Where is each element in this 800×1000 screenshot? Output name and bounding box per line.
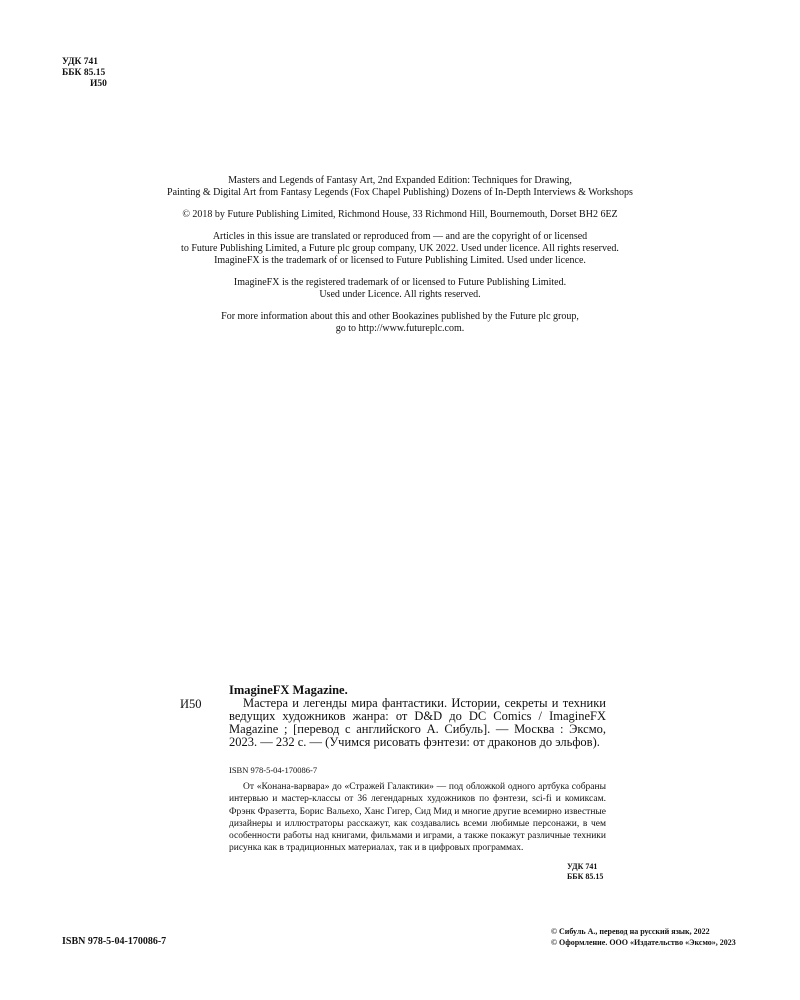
- card-classification: [567, 862, 603, 881]
- card-bbk-code: ББК 85.15: [567, 871, 604, 881]
- card-title: ImagineFX Magazine.: [229, 683, 348, 697]
- original-copyright: © 2018 by Future Publishing Limited, Richmond House, 33 Richmond Hill, Bournemouth, Dorset BH2 6EZ: [182, 209, 618, 220]
- translation-copyright: © Сибуль А., перевод на русский язык, 2022: [551, 927, 710, 936]
- card-annotation: От «Конана-варвара» до «Стражей Галактики» — под обложкой одного артбука собраны интервью и мастер-классы от 36 легендарных художников по фэнтези, sci-fi и комиксам. Фрэнк Фразетта, Борис Вальехо, Ханс Гигер, Сид Мид и многие другие всемирно известные дизайнеры и иллюстраторы расскажут, как создавались всеми любимые персонажи, в чем особенности работы над книгами, фильмами и играми, а также покажут различные техники рисунка как в традиционных материалах, так и в цифровых программах.: [229, 782, 606, 854]
- rights-block: [140, 175, 660, 345]
- bottom-isbn: ISBN 978-5-04-170086-7: [62, 936, 167, 947]
- author-index: И50: [90, 79, 107, 89]
- card-index: И50: [180, 697, 202, 711]
- card-isbn: ISBN 978-5-04-170086-7: [229, 765, 318, 775]
- articles-notice: Articles in this issue are translated or reproduced from — and are the copyright of or licensed to Future Publishing Limited, a Future plc group company, UK 2022. Used under licence. All rights reserved. ImagineFX is the trademark of or licensed to Future Publishing Limited. Used under licence.: [181, 231, 619, 266]
- card-description: Мастера и легенды мира фантастики. Истории, секреты и техники ведущих художников жанра: от D&D до DC Comics / ImagineFX Magazine ; [перевод с английского А. Сибуль]. — Москва : Эксмо, 2023. — 232 с. — (Учимся рисовать фэнтези: от драконов до эльфов).: [229, 696, 606, 749]
- more-info-notice: For more information about this and other Bookazines published by the Future plc group, go to http://www.futureplc.com.: [221, 311, 579, 334]
- card-udk-code: УДК 741: [567, 862, 598, 871]
- trademark-notice: ImagineFX is the registered trademark of or licensed to Future Publishing Limited. Used under Licence. All rights reserved.: [233, 277, 567, 300]
- design-copyright: © Оформление. ООО «Издательство «Эксмо», 2023: [551, 938, 736, 947]
- bottom-copyrights: [551, 926, 736, 948]
- bbk-code: ББК 85.15: [62, 68, 106, 78]
- udk-code: УДК 741: [62, 57, 99, 67]
- original-title: Masters and Legends of Fantasy Art, 2nd Expanded Edition: Techniques for Drawing, Painting & Digital Art from Fantasy Legends (Fox Chapel Publishing) Dozens of In-Depth Interviews & Workshops: [167, 175, 633, 198]
- classification-codes: [62, 57, 107, 90]
